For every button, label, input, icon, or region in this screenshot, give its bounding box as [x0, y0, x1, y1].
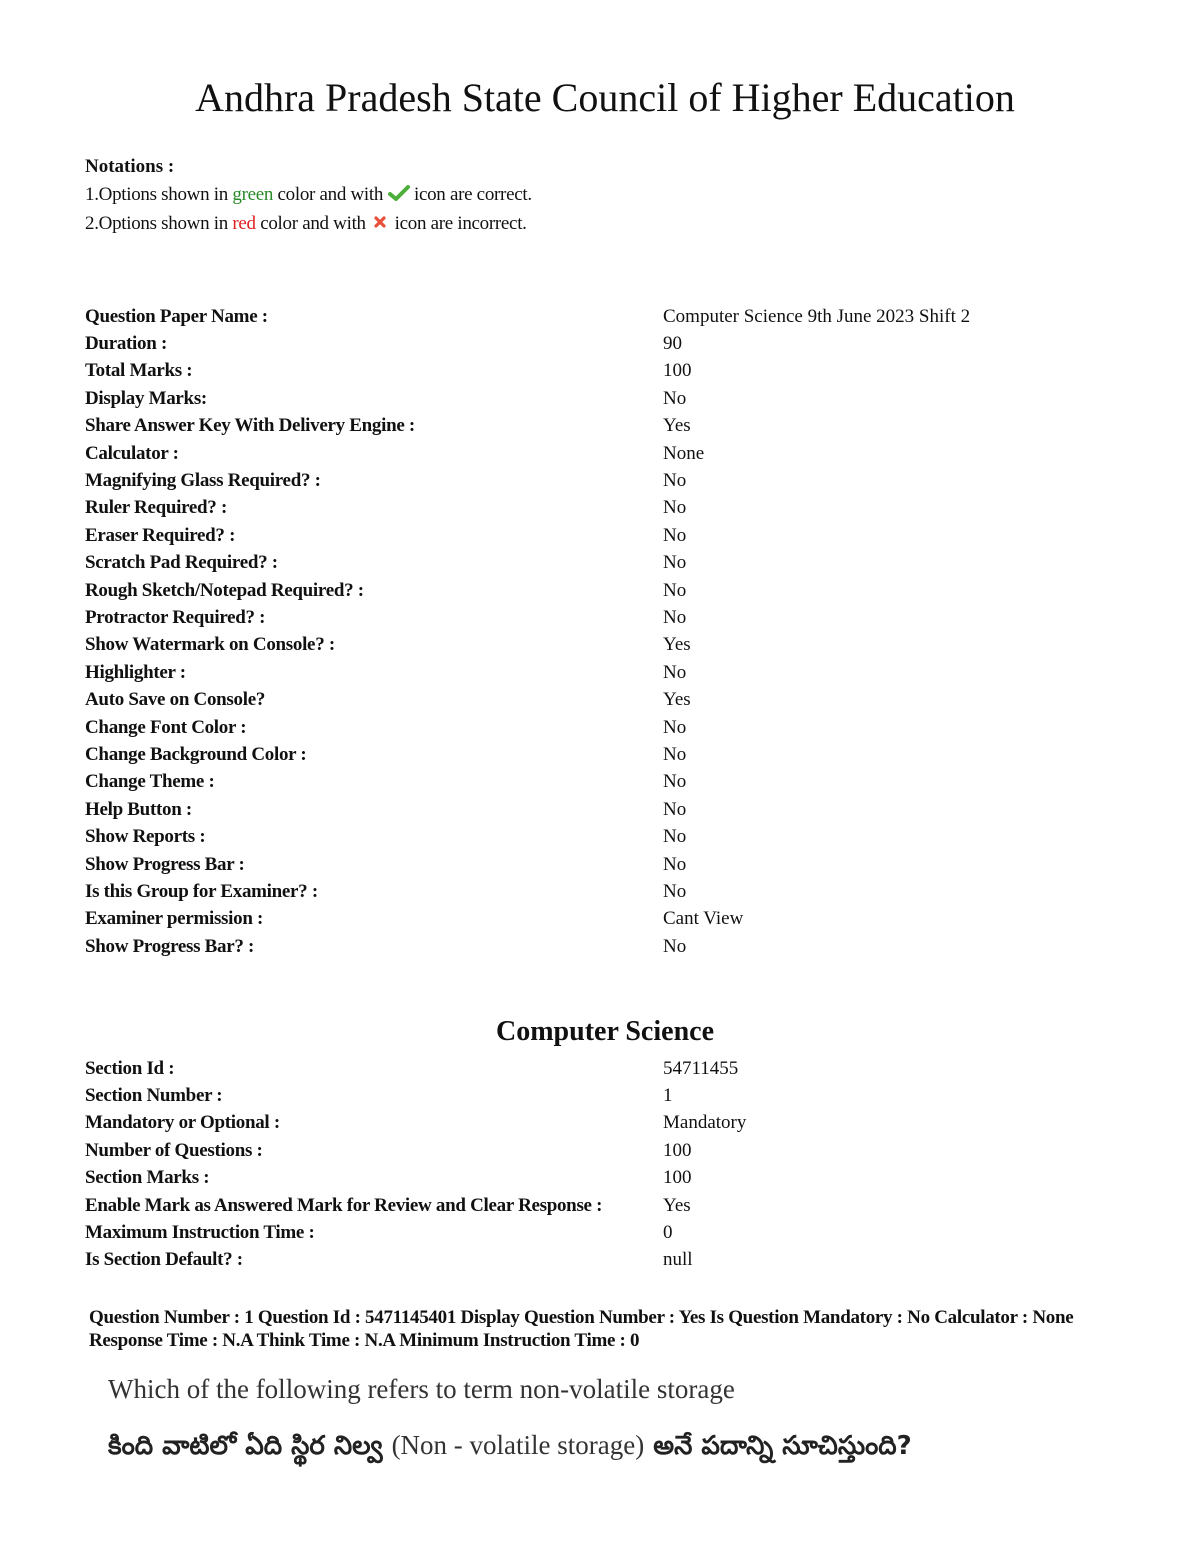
field-label: Change Background Color :	[85, 743, 307, 765]
field-label: Maximum Instruction Time :	[85, 1222, 315, 1244]
notation-text: Options shown in	[98, 212, 233, 234]
field-label: Protractor Required? :	[85, 606, 266, 628]
field-label: Section Marks :	[85, 1167, 210, 1189]
table-row	[85, 1137, 746, 1164]
field-label: Display Marks:	[85, 387, 207, 409]
field-value: 100	[663, 360, 692, 382]
table-row	[85, 796, 970, 823]
field-value: null	[663, 1249, 693, 1271]
telugu-text: అనే పదాన్ని సూచిస్తుంది?	[653, 1431, 912, 1461]
field-label: Mandatory or Optional :	[85, 1112, 280, 1134]
notation-number: 1.	[85, 184, 99, 205]
table-row	[85, 413, 970, 440]
field-label: Is Section Default? :	[85, 1249, 243, 1271]
notation-line-correct	[85, 184, 532, 207]
question-text-telugu	[108, 1430, 912, 1467]
field-value: Yes	[663, 634, 691, 656]
table-row	[85, 330, 970, 357]
field-label: Duration :	[85, 333, 167, 355]
red-word: red	[232, 212, 256, 234]
field-value: No	[663, 661, 687, 683]
field-label: Question Paper Name :	[85, 305, 268, 327]
field-value: No	[663, 853, 687, 875]
field-label: Section Id :	[85, 1057, 175, 1079]
field-label: Is this Group for Examiner? :	[85, 880, 318, 902]
field-label: Change Font Color :	[85, 716, 247, 738]
field-value: 1	[663, 1085, 673, 1107]
table-row	[85, 878, 970, 905]
field-value: No	[663, 497, 687, 519]
check-icon	[388, 185, 410, 207]
telugu-text: కింది వాటిలో ఏది స్థిర నిల్వ	[108, 1431, 383, 1461]
field-label: Calculator :	[85, 442, 179, 464]
table-row	[85, 1110, 746, 1137]
field-value: Mandatory	[663, 1112, 747, 1134]
field-value: Computer Science 9th June 2023 Shift 2	[663, 305, 971, 327]
field-label: Show Watermark on Console? :	[85, 634, 335, 656]
green-word: green	[232, 184, 274, 205]
field-value: Yes	[663, 1194, 691, 1216]
table-row	[85, 714, 970, 741]
field-value: No	[663, 552, 687, 574]
table-row	[85, 659, 970, 686]
field-value: No	[663, 798, 687, 820]
table-row	[85, 823, 970, 850]
field-label: Rough Sketch/Notepad Required? :	[85, 579, 364, 601]
field-value: No	[663, 826, 687, 848]
page-title: Andhra Pradesh State Council of Higher Education	[195, 75, 1015, 120]
notations	[85, 156, 532, 241]
field-value: No	[663, 743, 687, 765]
field-label: Highlighter :	[85, 661, 186, 683]
field-label: Show Progress Bar? :	[85, 935, 255, 957]
field-value: No	[663, 606, 687, 628]
table-row	[85, 632, 970, 659]
field-label: Total Marks :	[85, 360, 193, 382]
field-label: Magnifying Glass Required? :	[85, 470, 321, 492]
notations-heading: Notations :	[85, 156, 175, 177]
telugu-term: (Non - volatile storage)	[391, 1430, 645, 1460]
field-value: 100	[663, 1167, 692, 1189]
field-value: No	[663, 470, 687, 492]
field-label: Show Progress Bar :	[85, 853, 245, 875]
field-label: Share Answer Key With Delivery Engine :	[85, 415, 415, 437]
notation-text: icon are correct.	[409, 184, 532, 205]
table-row	[85, 1082, 746, 1109]
table-row	[85, 686, 970, 713]
table-row	[85, 1055, 746, 1082]
field-value: No	[663, 524, 687, 546]
field-value: None	[663, 442, 705, 464]
table-row	[85, 577, 970, 604]
question-text-english: Which of the following refers to term non-volatile storage	[108, 1374, 735, 1404]
field-label: Ruler Required? :	[85, 497, 227, 519]
field-value: 90	[663, 333, 682, 355]
table-row	[85, 467, 970, 494]
section-details	[85, 1055, 746, 1274]
field-value: No	[663, 579, 687, 601]
notation-text: color and with	[255, 212, 371, 234]
table-row	[85, 1219, 746, 1246]
section-heading: Computer Science	[496, 1016, 714, 1047]
field-value: No	[663, 771, 687, 793]
field-label: Number of Questions :	[85, 1139, 263, 1161]
cross-icon	[370, 213, 390, 235]
field-value: No	[663, 716, 687, 738]
table-row	[85, 1247, 746, 1274]
field-label: Help Button :	[85, 798, 192, 820]
table-row	[85, 906, 970, 933]
table-row	[85, 358, 970, 385]
notation-text: icon are incorrect.	[390, 212, 527, 234]
field-value: No	[663, 880, 687, 902]
notation-text: color and with	[273, 184, 388, 205]
field-label: Change Theme :	[85, 771, 215, 793]
table-row	[85, 303, 970, 330]
table-row	[85, 933, 970, 960]
field-label: Scratch Pad Required? :	[85, 552, 278, 574]
table-row	[85, 522, 970, 549]
table-row	[85, 1165, 746, 1192]
field-label: Examiner permission :	[85, 908, 264, 930]
field-label: Enable Mark as Answered Mark for Review and Clear Response :	[85, 1194, 603, 1216]
field-value: Yes	[663, 415, 691, 437]
field-value: No	[663, 935, 687, 957]
field-label: Eraser Required? :	[85, 524, 236, 546]
table-row	[85, 440, 970, 467]
field-value: Yes	[663, 689, 691, 711]
notation-text: Options shown in	[98, 184, 233, 205]
question-meta: Question Number : 1 Question Id : 5471145401 Display Question Number : Yes Is Question Mandatory : No Calculator : None Response Time : N.A Think Time : N.A Minimum Instruction Time : 0	[89, 1307, 1074, 1351]
field-label: Auto Save on Console?	[85, 689, 266, 711]
field-label: Section Number :	[85, 1085, 223, 1107]
field-value: 0	[663, 1222, 673, 1244]
field-value: Cant View	[663, 908, 744, 930]
notation-number: 2.	[85, 212, 99, 234]
field-value: No	[663, 387, 687, 409]
table-row	[85, 495, 970, 522]
table-row	[85, 1192, 746, 1219]
table-row	[85, 550, 970, 577]
table-row	[85, 851, 970, 878]
field-label: Show Reports :	[85, 826, 206, 848]
notation-line-incorrect	[85, 213, 532, 236]
table-row	[85, 385, 970, 412]
question-paper-details	[85, 303, 970, 960]
field-value: 100	[663, 1139, 692, 1161]
table-row	[85, 741, 970, 768]
table-row	[85, 604, 970, 631]
field-value: 54711455	[663, 1057, 739, 1079]
table-row	[85, 769, 970, 796]
